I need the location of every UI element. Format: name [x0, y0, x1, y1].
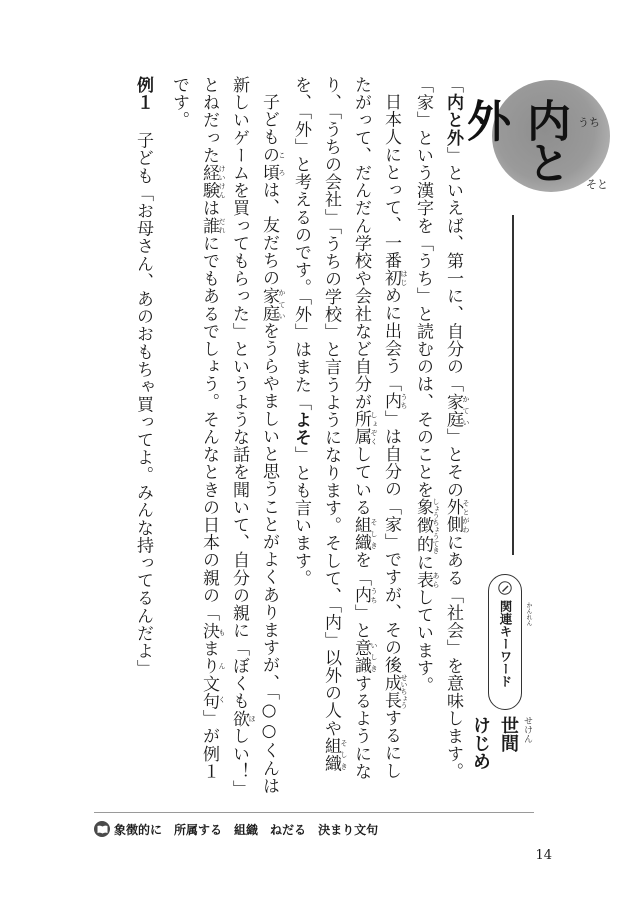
vocab-item: 組織 — [234, 822, 259, 837]
ruby-text: いしき — [370, 639, 378, 675]
example-label: 例１ — [133, 76, 153, 112]
text-run: は、友だちの — [259, 181, 279, 287]
ruby-base: 家庭 — [443, 392, 463, 429]
ruby-base: 成長 — [381, 673, 401, 710]
text-run: 」といえば、第一に、自分の「 — [443, 146, 463, 393]
ruby-base: 内と外 — [443, 93, 463, 147]
text-run: 」と — [351, 604, 371, 640]
text-run: をうらやましいと思うことがよくありますが、「○○くんは新しいゲームを買ってもらった」というような話を聞いて、自分の親に「ぼくも — [229, 76, 279, 795]
text-run: するようになり、「うちの会社」「うちの学校」と言うようになります。そして、「内」以外の人や — [321, 76, 371, 781]
book-icon — [94, 821, 110, 837]
ruby-text: もんく — [218, 621, 226, 710]
text-run: にでもあるでしょう。そんなときの日本の親の「 — [199, 234, 219, 622]
title-ruby-soto: そと — [586, 178, 608, 191]
keyword-kejime: けじめ — [470, 716, 491, 770]
text-run: を「 — [351, 551, 371, 587]
vocab-item: 所属する — [174, 822, 223, 837]
ruby-text: かてい — [278, 286, 286, 322]
pen-icon — [498, 581, 512, 595]
ruby-text: しょぞく — [370, 410, 378, 446]
paragraph-3 — [164, 76, 286, 796]
ruby-base: 象徴的 — [413, 497, 433, 554]
ruby-base: 内 — [351, 586, 371, 605]
text-run: 子ども — [259, 93, 279, 146]
column-spacer — [158, 76, 164, 796]
ruby-base: 組織 — [321, 736, 341, 773]
ruby-base: 組織 — [351, 516, 371, 552]
footer-rule — [94, 812, 534, 813]
text-run: 」が例１です。 — [169, 76, 219, 781]
page-title: 内と外 — [459, 98, 570, 182]
ruby-base: 経験 — [199, 164, 219, 200]
ruby-base: 内 — [381, 392, 401, 410]
ruby-text: ころ — [278, 145, 286, 182]
text-run: 」とその — [443, 428, 463, 499]
ruby-text: けいけん — [218, 164, 226, 200]
text-run: は — [199, 199, 219, 217]
text-run: するにしたがって、だんだん学校や会社など自分が — [351, 76, 401, 780]
ruby-text: うち — [370, 586, 378, 605]
example-gap — [143, 111, 144, 131]
vocab-item: 象徴的に — [114, 822, 163, 837]
ruby-text: だれ — [218, 216, 226, 235]
ruby-text: そしき — [340, 736, 348, 773]
vocabulary-list — [94, 818, 390, 840]
example-1 — [128, 76, 158, 796]
ruby-text: ほ — [248, 709, 256, 728]
example-text: 子ども「お母さん、あのおもちゃ買ってよ。みんな持ってるんだよ」 — [133, 131, 153, 678]
ruby-text: はじ — [400, 269, 408, 287]
text-run: しています。 — [413, 588, 433, 695]
title-rule — [512, 215, 514, 555]
page-number: 14 — [535, 848, 552, 863]
text-run: めに出会う「 — [381, 286, 401, 393]
ruby-base: 家庭 — [259, 286, 279, 322]
keyword-seken: 世間 — [498, 716, 519, 752]
keyword-seken-ruby: せけん — [522, 716, 532, 743]
related-keyword-ruby: かんれん — [525, 602, 532, 626]
text-run: 日本人にとって、一番 — [381, 93, 401, 269]
ruby-text: あら — [432, 570, 440, 589]
text-run: 」とも言います。 — [291, 446, 311, 588]
related-keyword-label: 関連キーワード — [498, 600, 513, 688]
ruby-base: 誰 — [199, 216, 219, 235]
ruby-text: しょうちょうてき — [432, 497, 440, 554]
text-run: を、「外」と考えるのです。「外」はまた「 — [291, 76, 311, 411]
ruby-base: 所属 — [351, 410, 371, 446]
ruby-base: 欲 — [229, 709, 249, 728]
ruby-base: の頃 — [259, 145, 279, 182]
paragraph-1: 「内と外」といえば、第一に、自分の「家庭 かてい」とその外側 そとがわにある「社会」を意味します。「家」という漢字を「うち」と読むのは、そのことを象徴的 しょうちょうてきに表 あらしています。 — [413, 76, 470, 781]
ruby-text: そしき — [370, 516, 378, 552]
text-run: 」は自分の「家」ですが、その後 — [381, 409, 401, 674]
text-run: にある「社会」を意味します。「家」という漢字を「うち」と読むのは、そのことを — [413, 76, 463, 781]
paragraph-2 — [286, 76, 408, 796]
ruby-text: そとがわ — [462, 498, 470, 534]
text-run: に — [413, 553, 433, 571]
keyword-yoso: よそ — [291, 411, 311, 447]
ruby-base: 外側 — [443, 498, 463, 534]
body-text — [70, 76, 470, 796]
ruby-base: 表 — [413, 570, 433, 589]
vocab-item: ねだる — [270, 822, 307, 837]
vocab-item: 決まり文句 — [318, 822, 379, 837]
ruby-text: せいちょう — [400, 673, 408, 710]
ruby-text: かてい — [462, 392, 470, 429]
ruby-text: うち — [400, 392, 408, 410]
title-ruby-uchi: うち — [578, 116, 600, 129]
ruby-base: 初 — [381, 269, 401, 287]
book-icon-glyph — [97, 825, 108, 834]
ruby-base: 決まり文句 — [199, 621, 219, 710]
ruby-base: 意識 — [351, 639, 371, 675]
text-run: しい！」とねだった — [199, 76, 249, 790]
text-run: している — [351, 445, 371, 517]
